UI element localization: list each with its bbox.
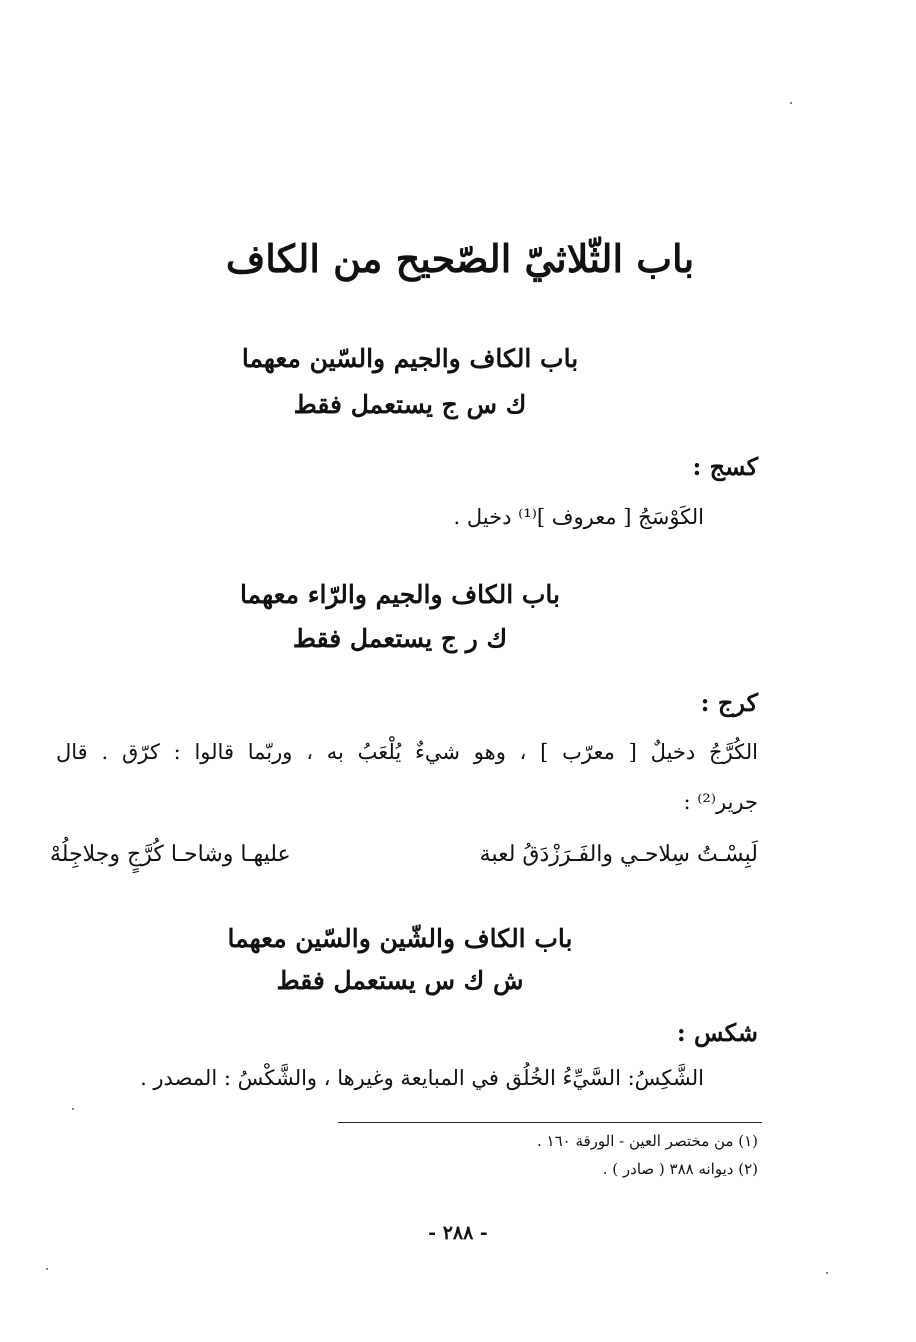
footnote-divider — [338, 1122, 762, 1123]
section-1-title: باب الكاف والجيم والسّين معهما — [241, 344, 579, 373]
scan-speck — [46, 1268, 48, 1270]
verse-hemistich-right: لَبِسْـتُ سِلاحـي والفَـرَزْدَقُ لعبة — [479, 842, 758, 867]
footnote-2: (٢) ديوانه ٣٨٨ ( صادر ) . — [602, 1160, 758, 1178]
scan-speck — [826, 1272, 828, 1274]
entry-head-shks: شكس : — [676, 1018, 758, 1047]
scan-speck — [72, 1108, 74, 1110]
section-2-title: باب الكاف والجيم والرّاء معهما — [240, 580, 560, 609]
entry-head-ksj: كسج : — [692, 452, 758, 481]
entry-text-krj-line1: الكُرَّجُ دخيلٌ [ معرّب ] ، وهو شيءٌ يُلْعَبُ به ، وربّما قالوا : كرّق . قال — [56, 740, 758, 764]
footnote-1: (١) من مختصر العين - الورقة ١٦٠ . — [536, 1132, 758, 1150]
section-3-title: باب الكاف والشّين والسّين معهما — [227, 924, 573, 953]
verse-hemistich-left: عليهـا وشاحـا كُرَّجٍ وجلاجِلُهْ — [50, 842, 291, 867]
page-number: - ٢٨٨ - — [428, 1222, 488, 1244]
section-1-subtitle: ك س ج يستعمل فقط — [293, 390, 527, 419]
entry-text-ksj: الكَوْسَجُ [ معروف ]⁽¹⁾ دخيل . — [453, 505, 704, 529]
entry-text-krj-line2: جرير⁽²⁾ : — [683, 790, 758, 814]
scan-speck — [790, 102, 792, 104]
main-title: باب الثّلاثيّ الصّحيح من الكاف — [225, 236, 695, 281]
entry-text-shks: الشَّكِسُ: السَّيِّءُ الخُلُق في المبايعة وغيرها ، والشَّكْسُ : المصدر . — [140, 1066, 704, 1090]
entry-head-krj: كرج : — [700, 688, 758, 717]
section-2-subtitle: ك ر ج يستعمل فقط — [292, 624, 508, 653]
section-3-subtitle: ش ك س يستعمل فقط — [276, 966, 524, 995]
